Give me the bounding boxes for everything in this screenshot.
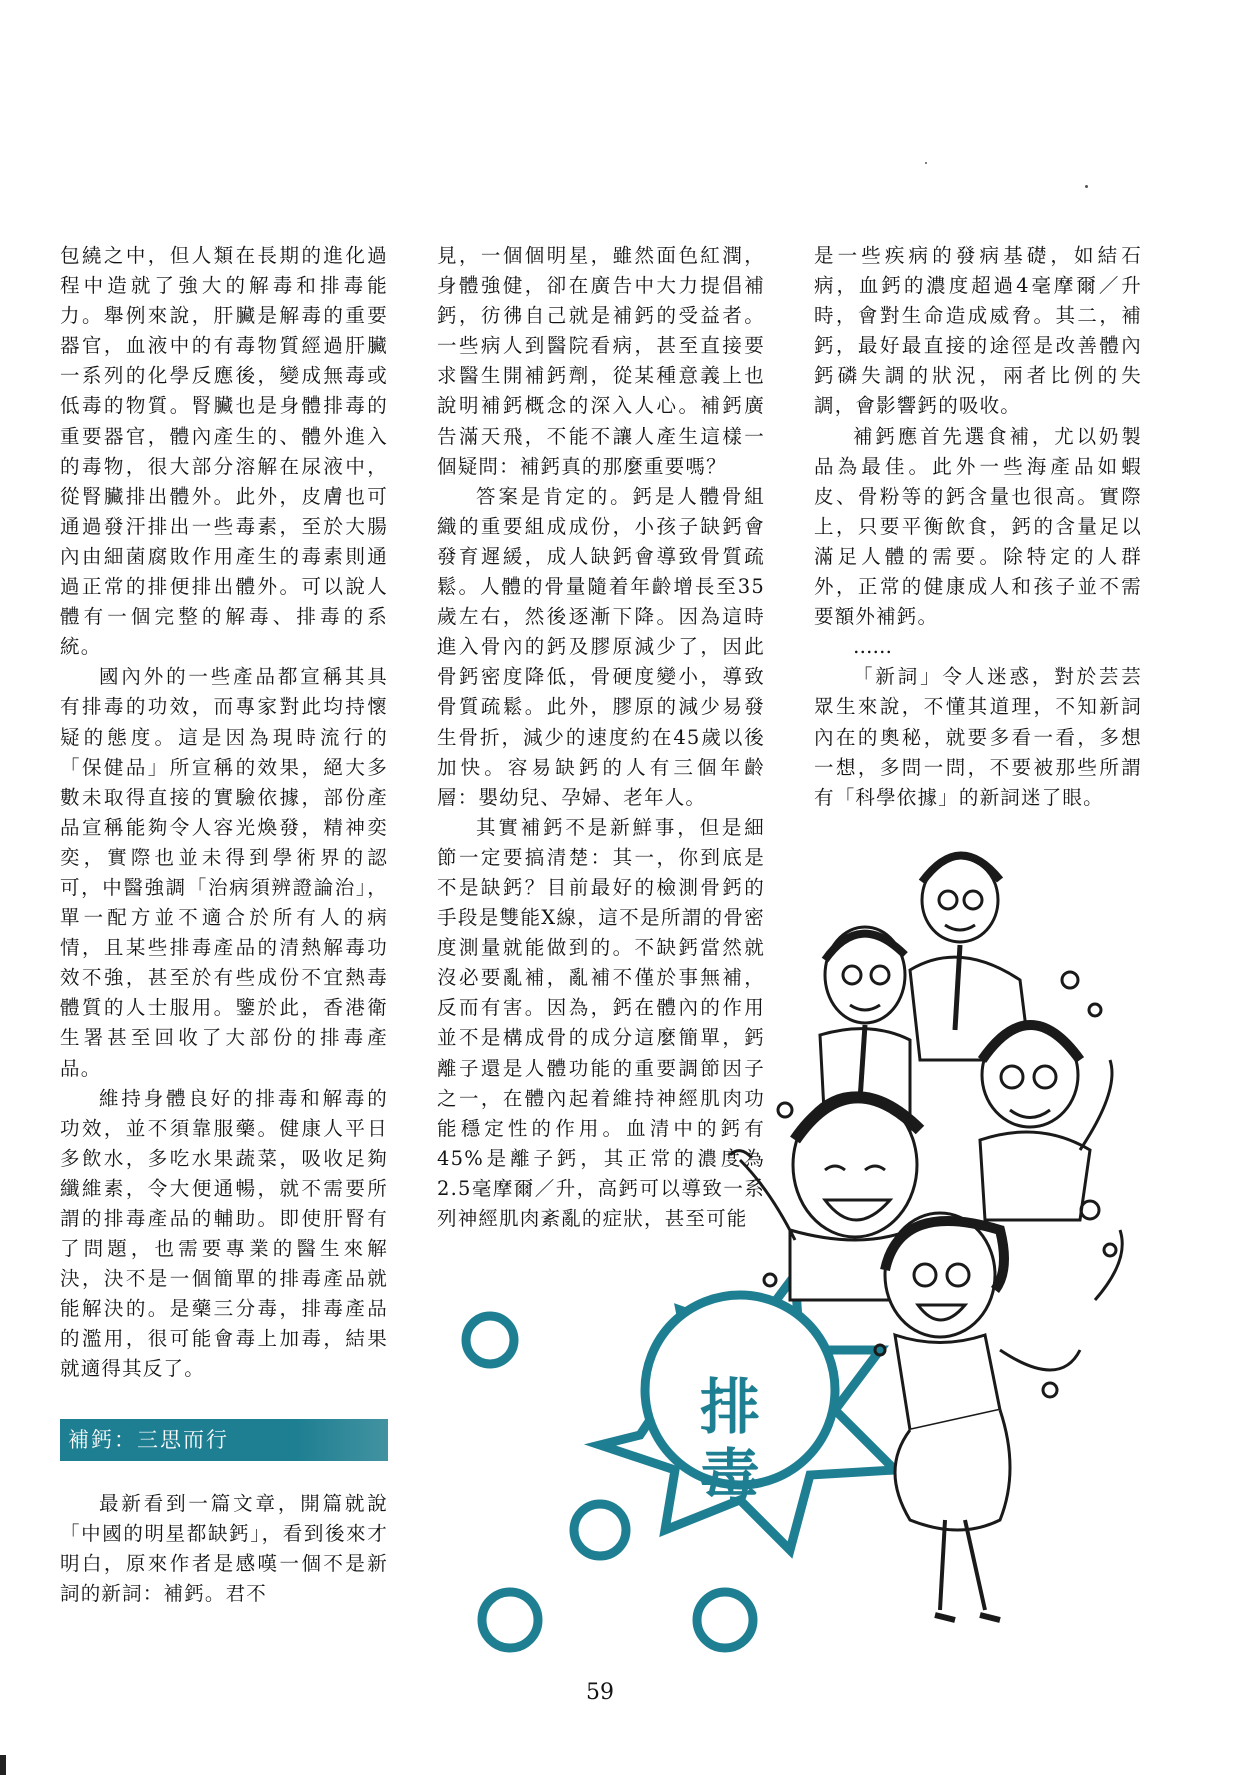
print-speck (925, 162, 927, 164)
paragraph: 最新看到一篇文章，開篇就說「中國的明星都缺鈣」，看到後來才明白，原來作者是感嘆一個不是新詞的新詞：補鈣。君不 (60, 1491, 388, 1605)
print-speck (1085, 185, 1088, 188)
text-column-1 (60, 241, 388, 1609)
text-column-3 (814, 241, 1142, 813)
paragraph: 是一些疾病的發病基礎，如結石病，血鈣的濃度超過4毫摩爾／升時，會對生命造成威脅。其二，補鈣，最好最直接的途徑是改善體內鈣磷失調的狀況，兩者比例的失調，會影響鈣的吸收。 (814, 244, 1142, 418)
section-heading (60, 1419, 388, 1461)
paragraph: 國內外的一些產品都宣稱其具有排毒的功效，而專家對此均持懷疑的態度。這是因為現時流行的「保健品」所宣稱的效果，絕大多數未取得直接的實驗依據，部份產品宣稱能夠令人容光煥發，精神奕奕，實際也並未得到學術界的認可，中醫強調「治病須辨證論治」，單一配方並不適合於所有人的病情，且某些排毒產品的清熱解毒功效不強，甚至於有些成份不宜熱毒體質的人士服用。鑒於此，香港衛生署甚至回收了大部份的排毒產品。 (60, 665, 388, 1080)
paragraph: 維持身體良好的排毒和解毒的功效，並不須靠服藥。健康人平日多飲水，多吃水果蔬菜，吸收足夠纖維素，令大便通暢，就不需要所謂的排毒產品的輔助。即使肝腎有了問題，也需要專業的醫生來解決，決不是一個簡單的排毒產品就能解決的。是藥三分毒，排毒產品的濫用，很可能會毒上加毒，結果就適得其反了。 (60, 1086, 388, 1381)
scan-edge-mark (0, 1755, 6, 1775)
illustration (440, 830, 1140, 1670)
detox-emblem (466, 1275, 895, 1648)
paragraph: 補鈣應首先選食補，尤以奶製品為最佳。此外一些海產品如蝦皮、骨粉等的鈣含量也很高。實際上，只要平衡飲食，鈣的含量足以滿足人體的需要。除特定的人群外，正常的健康成人和孩子並不需要額外補鈣。 (814, 424, 1142, 629)
paragraph: 其實補鈣不是新鮮事，但是細節一定要搞清楚：其一，你到底是不是缺鈣？目前最好的檢測骨鈣的手段是雙能X線，這不是所謂的骨密度測量就能做到的。不缺鈣當然就沒必要亂補，亂補不僅於事無補，反而有害。因為，鈣在體內的作用並不是構成骨的成分這麼簡單，鈣離子還是人體功能的重要調節因子之一，在體內起着維持神經肌肉功能穩定性的作用。血清中的鈣有45%是離子鈣，其正常的濃度為2.5毫摩爾／升，高鈣可以導致一系列神經肌肉紊亂的症狀，甚至可能 (437, 815, 765, 1230)
heading-decoration (298, 1419, 388, 1461)
paragraph: 包繞之中，但人類在長期的進化過程中造就了強大的解毒和排毒能力。舉例來說，肝臟是解毒的重要器官，血液中的有毒物質經過肝臟一系列的化學反應後，變成無毒或低毒的物質。腎臟也是身體排毒的重要器官，體內產生的、體外進入的毒物，很大部分溶解在尿液中，從腎臟排出體外。此外，皮膚也可通過發汗排出一些毒素，至於大腸內由細菌腐敗作用產生的毒素則通過正常的排便排出體外。可以說人體有一個完整的解毒、排毒的系統。 (60, 244, 388, 659)
paragraph: 見，一個個明星，雖然面色紅潤，身體強健，卻在廣告中大力提倡補鈣，彷彿自己就是補鈣的受益者。一些病人到醫院看病，甚至直接要求醫生開補鈣劑，從某種意義上也說明補鈣概念的深入人心。補鈣廣告滿天飛，不能不讓人產生這樣一個疑問：補鈣真的那麼重要嗎？ (437, 244, 765, 478)
page-number: 59 (586, 1680, 614, 1705)
paragraph: 答案是肯定的。鈣是人體骨組織的重要組成成份，小孩子缺鈣會發育遲緩，成人缺鈣會導致骨質疏鬆。人體的骨量隨着年齡增長至35歲左右，然後逐漸下降。因為這時進入骨內的鈣及膠原減少了，因此骨鈣密度降低，骨硬度變小，導致骨質疏鬆。此外，膠原的減少易發生骨折，減少的速度約在45歲以後加快。容易缺鈣的人有三個年齡層：嬰幼兒、孕婦、老年人。 (437, 484, 765, 809)
ellipsis: …… (853, 635, 892, 659)
paragraph: 「新詞」令人迷惑，對於芸芸眾生來說，不懂其道理，不知新詞內在的奧秘，就要多看一看，多想一想，多問一問，不要被那些所謂有「科學依據」的新詞迷了眼。 (814, 665, 1142, 809)
section-heading-text: 補鈣：三思而行 (68, 1427, 229, 1452)
detox-logo-text: 排毒 (690, 1375, 760, 1515)
